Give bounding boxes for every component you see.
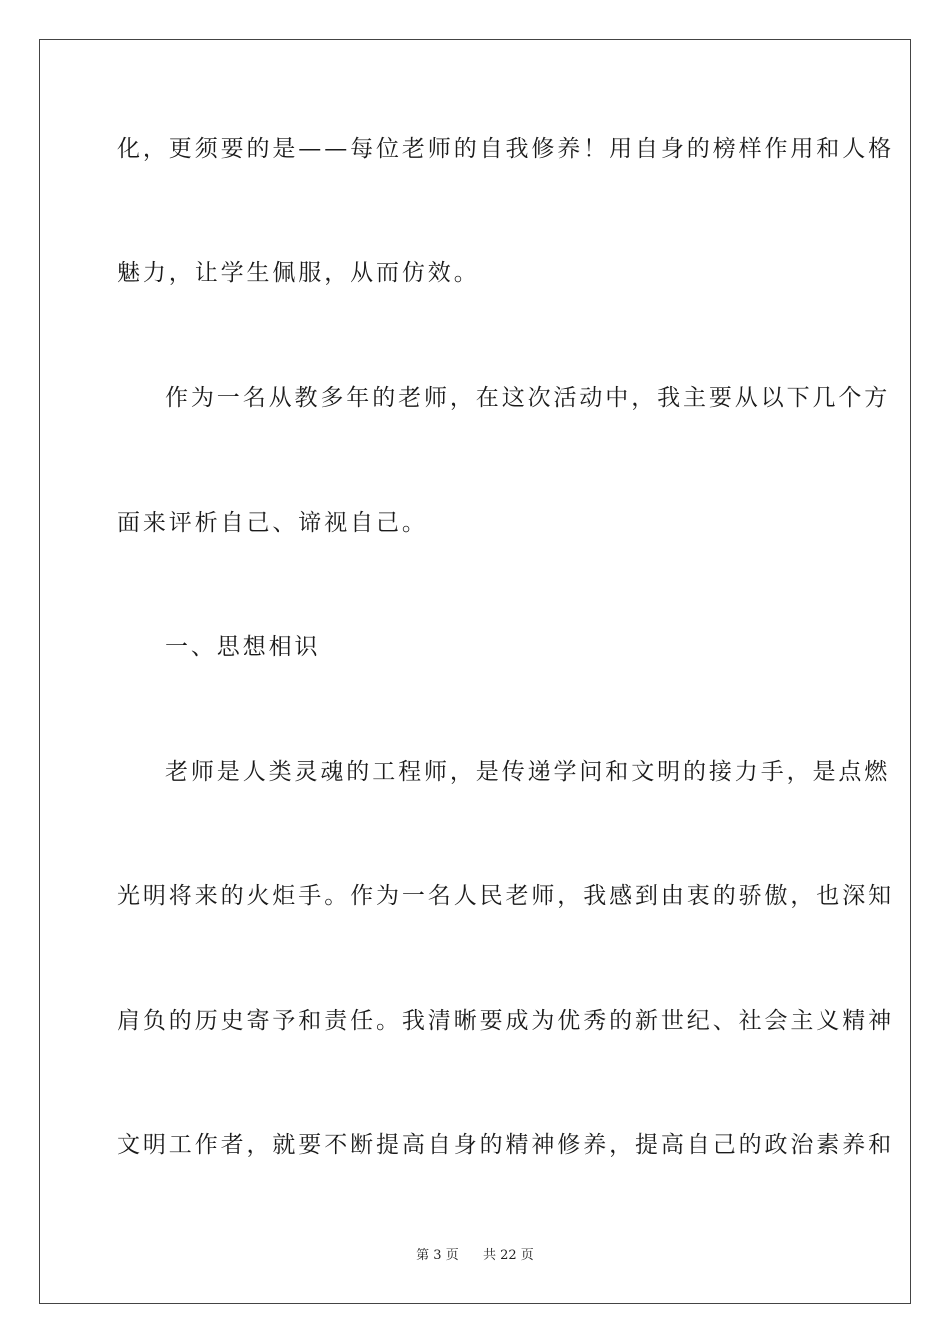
text-line: 面来评析自己、谛视自己。 bbox=[117, 510, 428, 536]
text-line: 光明将来的火炬手。作为一名人民老师，我感到由衷的骄傲，也深知 bbox=[117, 883, 894, 909]
text-line: 魅力，让学生佩服，从而仿效。 bbox=[117, 260, 480, 286]
section-heading: 一、思想相识 bbox=[165, 634, 321, 660]
page-footer bbox=[0, 1248, 950, 1264]
text-line: 文明工作者，就要不断提高自身的精神修养，提高自己的政治素养和 bbox=[117, 1132, 894, 1158]
paragraph-first-line: 作为一名从教多年的老师，在这次活动中，我主要从以下几个方 bbox=[165, 385, 891, 411]
text-line: 化，更须要的是——每位老师的自我修养！用自身的榜样作用和人格 bbox=[117, 136, 894, 162]
page-number: 第 3 页 bbox=[416, 1248, 459, 1263]
page-total: 共 22 页 bbox=[483, 1248, 534, 1263]
paragraph-first-line: 老师是人类灵魂的工程师，是传递学问和文明的接力手，是点燃 bbox=[165, 759, 891, 785]
text-line: 肩负的历史寄予和责任。我清晰要成为优秀的新世纪、社会主义精神 bbox=[117, 1008, 894, 1034]
page-border bbox=[39, 39, 911, 1304]
